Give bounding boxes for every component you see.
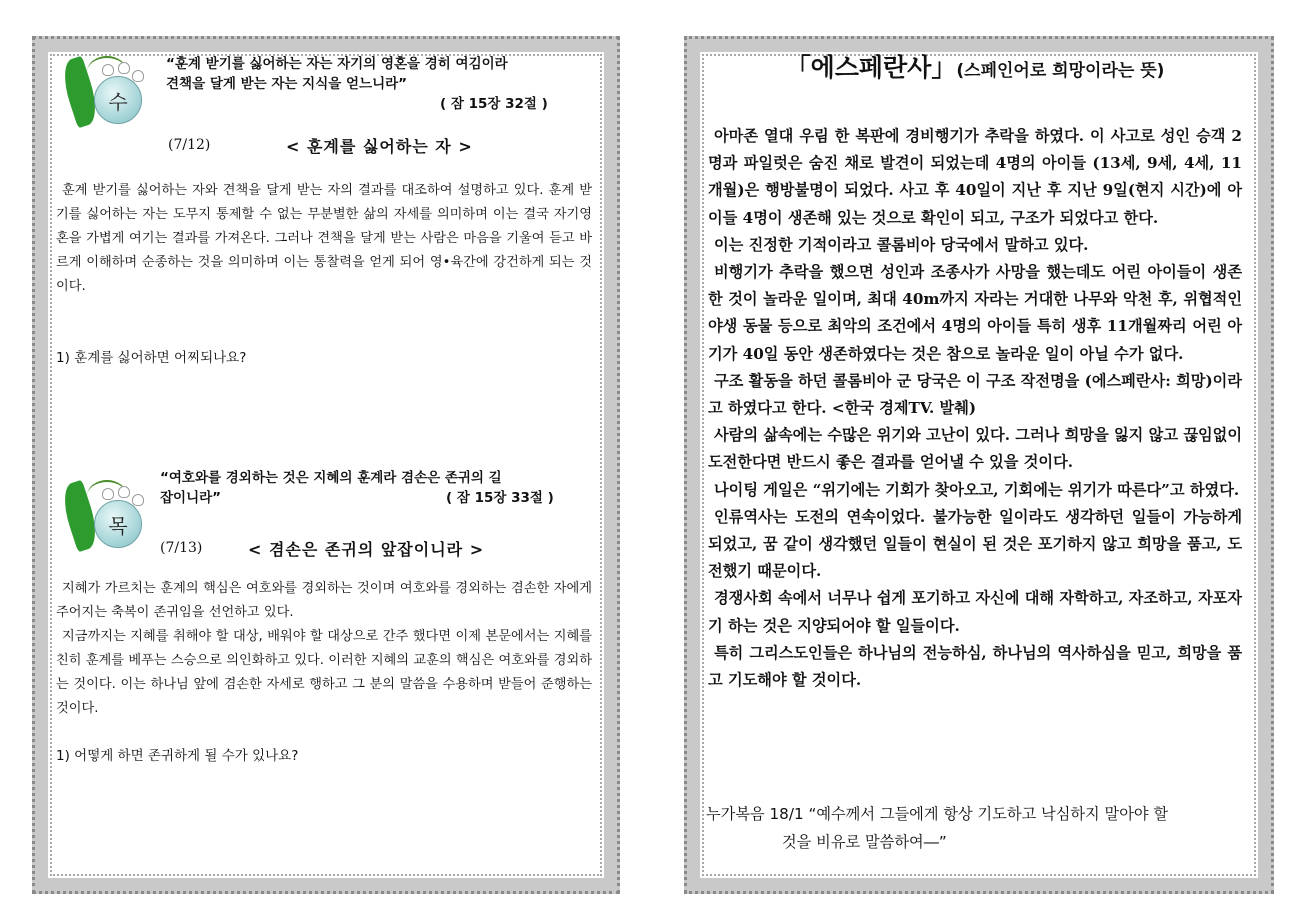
day-badge: 목 [94,500,142,548]
devotional-body [56,179,592,299]
article-paragraph: 특히 그리스도인들은 하나님의 전능하심, 하나님의 역사하심을 믿고, 희망을 품고 기도해야 할 것이다. [708,643,1242,690]
scripture-footer [706,800,1246,856]
footer-line: 것을 비유로 말씀하여―” [782,833,947,851]
title-subtitle: (스페인어로 희망이라는 뜻) [956,61,1165,81]
lily-icon-wednesday [62,50,152,130]
quote-line: 견책을 달게 받는 자는 지식을 얻느니라” [166,76,408,92]
discussion-question: 1) 어떻게 하면 존귀하게 될 수가 있나요? [56,748,299,764]
article-paragraph: 사람의 삶속에는 수많은 위기와 고난이 있다. 그러나 희망을 잃지 않고 끊임없이 도전한다면 반드시 좋은 결과를 얻어낼 수 있을 것이다. [708,426,1242,472]
day-badge: 수 [94,76,142,124]
lily-icon-thursday [62,474,152,554]
title-main: 에스페란사 [810,53,932,82]
scripture-reference: ( 잠 15장 32절 ) [440,96,548,112]
footer-line: 누가복음 18/1 “예수께서 그들에게 항상 기도하고 낙심하지 말아야 할 [706,805,1169,823]
body-paragraph: 지혜가 가르치는 훈계의 핵심은 여호와를 경외하는 것이며 여호와를 경외하는 겸손한 자에게 주어지는 축복이 존귀임을 선언하고 있다. [56,581,592,620]
date-label: (7/12) [168,137,211,153]
discussion-question: 1) 훈계를 싫어하면 어찌되나요? [56,350,247,366]
article-paragraph: 이는 진정한 기적이라고 콜롬비아 당국에서 말하고 있다. [714,235,1089,254]
section-title: < 겸손은 존귀의 앞잡이니라 > [248,540,485,559]
article-paragraph: 비행기가 추락을 했으면 성인과 조종사가 사망을 했는데도 어린 아이들이 생존한 것이 놀라운 일이며, 최대 40m까지 자라는 거대한 나무와 악천 후, 위협적인 야생 동물 등으로 최악의 조건에서 4명의 아이들 특히 생후 11개월짜리 어린 아기가 40일 동안 생존하였다는 것은 참으로 놀라운 일이 아닐 수가 없다. [708,263,1242,363]
body-paragraph: 훈계 받기를 싫어하는 자와 견책을 달게 받는 자의 결과를 대조하여 설명하고 있다. 훈계 받기를 싫어하는 자는 도무지 통제할 수 없는 무분별한 삶의 자세를 의미하며 이는 결국 자기영혼을 가볍게 여기는 결과를 가져온다. 그러나 견책을 달게 받는 사람은 마음을 기울여 듣고 바르게 이해하며 순종하는 것을 의미하며 이는 통찰력을 얻게 되어 영•육간에 강건하게 되는 것이다. [56,183,592,294]
section-title: < 훈계를 싫어하는 자 > [286,137,473,156]
right-page [650,0,1300,919]
article-paragraph: 경쟁사회 속에서 너무나 쉽게 포기하고 자신에 대해 자학하고, 자조하고, 자포자기 하는 것은 지양되어야 할 일들이다. [708,589,1242,635]
quote-line: “훈계 받기를 싫어하는 자는 자기의 영혼을 경히 여김이라 [166,56,508,72]
date-label: (7/13) [160,540,203,556]
article-paragraph: 나이팅 게일은 “위기에는 기회가 찾아오고, 기회에는 위기가 따른다”고 하였다. [714,480,1240,499]
quote-line: “여호와를 경외하는 것은 지혜의 훈계라 겸손은 존귀의 길 [160,470,502,486]
article-paragraph: 인류역사는 도전의 연속이었다. 불가능한 일이라도 생각하던 일들이 가능하게 되었고, 꿈 같이 생각했던 일들이 현실이 된 것은 포기하지 않고 희망을 품고, 도전했기 때문이다. [708,507,1242,581]
quote-line: 잡이니라” [160,490,222,506]
scripture-reference: ( 잠 15장 33절 ) [446,490,554,506]
page-title [650,48,1300,84]
scripture-quote [166,54,596,94]
article-paragraph: 구조 활동을 하던 콜롬비아 군 당국은 이 구조 작전명을 (에스페란사: 희망)이라고 하였다고 한다. <한국 경제TV. 발췌) [708,371,1242,418]
article-paragraph: 아마존 열대 우림 한 복판에 경비행기가 추락을 하였다. 이 사고로 성인 승객 2명과 파일럿은 숨진 채로 발견이 되었는데 4명의 아이들 (13세, 9세, 4세, 11개월)은 행방불명이 되었다. 사고 후 40일이 지난 후 지난 9일(현지 시간)에 아이들 4명이 생존해 있는 것으로 확인이 되고, 구조가 되었다고 한다. [708,127,1242,227]
devotional-body [56,577,592,721]
decorative-border-left [32,36,620,894]
title-bracket-close: 」 [931,53,957,82]
title-bracket-open: 「 [785,53,811,82]
article-body [708,123,1242,694]
body-paragraph: 지금까지는 지혜를 취해야 할 대상, 배워야 할 대상으로 간주 했다면 이제 본문에서는 지혜를 친히 훈계를 베푸는 스승으로 의인화하고 있다. 이러한 지혜의 교훈의 핵심은 여호와를 경외하는 것이다. 이는 하나님 앞에 겸손한 자세로 행하고 그 분의 말씀을 수용하며 받들어 준행하는 것이다. [56,629,592,716]
